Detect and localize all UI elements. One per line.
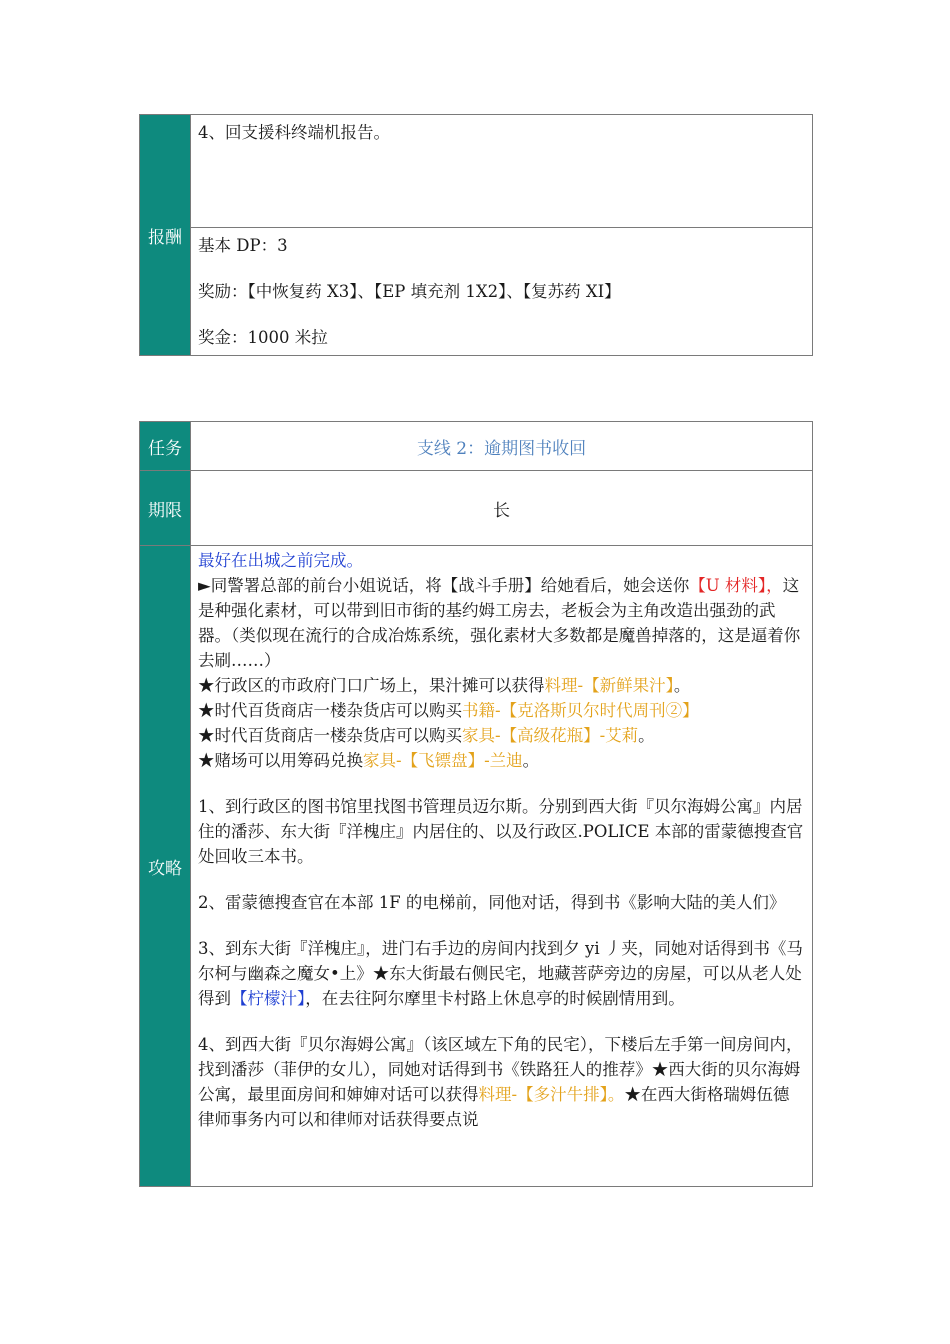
guide-content [198,548,804,1186]
step-4-text: 4、回支援科终端机报告。 [198,123,390,142]
s1a: ★行政区的市政府门口广场上，果汁摊可以获得 [198,676,545,695]
step-2: 2、雷蒙德搜查官在本部 1F 的电梯前，同他对话，得到书《影响大陆的美人们》 [198,893,786,912]
guide-cell [191,546,813,1187]
reward-cell [191,228,813,356]
task-label: 任务 [140,422,191,471]
s4c: 。 [522,751,540,770]
guide-p1a: ►同警署总部的前台小姐说话，将【战斗手册】给她看后，她会送你 [198,576,690,595]
step-1: 1、到行政区的图书馆里找图书管理员迈尔斯。分别到西大街『贝尔海姆公寓』内居住的潘莎、东大街『洋槐庄』内居住的、以及行政区.POLICE 本部的雷蒙德搜查官处回收三本书。 [198,797,804,866]
reward-label: 报酬 [140,115,191,356]
step3c: ，在去往阿尔摩里卡村路上休息亭的时候剧情用到。 [305,989,685,1008]
step3a: 3、到东大街『洋槐庄』，进门右手边的房间内找到夕 yi 丿夹，同她对话得到书《马尔柯与幽森之魔女•上》★东大街最右侧民宅，地藏菩萨旁边的房屋，可以从老人处得到 [198,939,803,1008]
u-material: 【U 材料】， [689,576,783,595]
guide-p1c: 这是种强化素材，可以带到旧市街的基约姆工房去，老板会为主角改造出强劲的武器。（类似现在流行的合成冶炼系统，强化素材大多数都是魔兽掉落的，这是逼着你去刷……） [198,576,801,670]
step4c: ★在西大街格瑞姆伍德律师事务内可以和律师对话获得 [198,1085,790,1129]
guide-intro: 最好在出城之前完成。 [198,551,363,570]
lemon-juice: 【柠檬汁】 [231,989,306,1008]
s4a: ★赌场可以用筹码兑换 [198,751,363,770]
step-4-cell [191,115,813,228]
dartboard-furniture: 家具-【飞镖盘】-兰迪 [363,751,523,770]
s3a: ★时代百货商店一楼杂货店可以购买 [198,726,462,745]
fresh-juice: 料理-【新鲜果汁】 [544,676,674,695]
s1c: 。 [673,676,691,695]
reward-table [139,114,813,356]
reward-items: 奖励：【中恢复药 X3】、【EP 填充剂 1X2】、【复苏药 XI】 [198,282,621,301]
juicy-steak: 料理-【多汁牛排】。 [478,1085,625,1104]
base-dp: 基本 DP：3 [198,236,288,255]
step-3 [198,936,804,1011]
star-item-1 [198,673,804,698]
s3c: 。 [638,726,655,745]
limit-value: 长 [191,471,813,546]
guide-paragraph-1 [198,573,804,673]
limit-label: 期限 [140,471,191,546]
vase-furniture: 家具-【高级花瓶】-艾莉 [462,726,639,745]
quest-table [139,421,813,1187]
step4a: 4、到西大街『贝尔海姆公寓』（该区域左下角的民宅），下楼后左手第一间房间内，找到潘莎（菲伊的女儿），同她对话得到书《铁路狂人的推荐》★西大街的贝尔海姆公寓，最里面房间和婶婶对话可以获得 [198,1035,803,1104]
task-title: 支线 2：逾期图书收回 [191,422,813,471]
guide-label: 攻略 [140,546,191,1187]
s2a: ★时代百货商店一楼杂货店可以购买 [198,701,462,720]
star-item-4 [198,748,804,773]
step4d: 要点说 [429,1110,479,1129]
step-4 [198,1032,804,1132]
star-item-2 [198,698,804,723]
star-item-3 [198,723,804,748]
weekly-book: 书籍-【克洛斯贝尔时代周刊②】 [462,701,699,720]
reward-money: 奖金：1000 米拉 [198,328,328,347]
